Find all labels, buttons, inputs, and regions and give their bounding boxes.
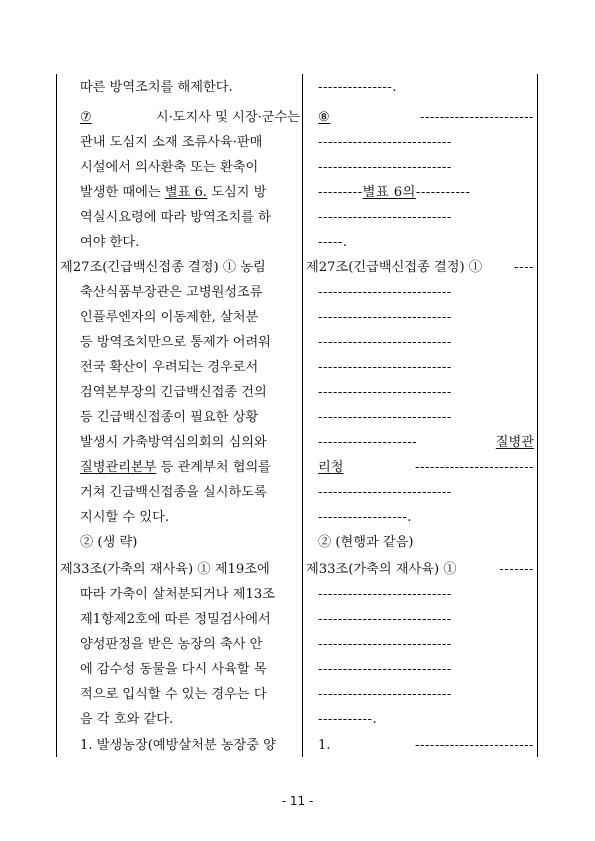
dash-line: ---------------------------	[318, 410, 452, 425]
text-line: 제33조(가축의 재사육) ① 제19조에	[60, 562, 270, 577]
dash-line: -----------------------	[420, 110, 534, 125]
left-line	[60, 235, 300, 251]
right-line	[318, 410, 534, 426]
right-article-27-heading	[306, 260, 534, 276]
dash-line: ---------------------------	[318, 310, 452, 325]
text-segment: 발생한 때에는	[80, 185, 165, 200]
left-line	[60, 385, 300, 401]
right-line	[318, 80, 534, 96]
article-33-heading	[60, 562, 300, 578]
text-line: 1. 발생농장(예방살처분 농장중 양	[80, 738, 276, 753]
left-line	[60, 210, 300, 226]
dash-line: ---------------------------	[318, 637, 452, 652]
right-line	[318, 712, 534, 728]
text-line: 적으로 입식할 수 있는 경우는 다	[80, 687, 267, 702]
left-line	[60, 460, 300, 476]
left-line	[60, 285, 300, 301]
text-line: 지시할 수 있다.	[80, 510, 170, 525]
underlined-agency: 질병관리본부	[80, 460, 157, 475]
text-line: 검역본부장의 긴급백신접종 건의	[80, 385, 267, 400]
right-line	[318, 612, 534, 628]
right-line	[318, 185, 534, 201]
dash-line: ---------------------------	[318, 385, 452, 400]
text-line: 시·도지사 및 시장·군수는	[155, 110, 300, 125]
left-line	[60, 587, 300, 603]
text-line: 여야 한다.	[80, 235, 140, 250]
left-line	[60, 310, 300, 326]
text-line: ② (생 략)	[80, 535, 138, 550]
text-line: 음 각 호와 같다.	[80, 712, 174, 727]
left-line	[60, 485, 300, 501]
dash-line: ---------------------------	[318, 687, 452, 702]
item-number: 1.	[318, 738, 331, 753]
dash-line: ---------------------------	[318, 210, 452, 225]
right-line	[318, 485, 534, 501]
paragraph-number: ⑧	[318, 110, 331, 125]
right-border-line	[537, 74, 538, 757]
left-line	[60, 662, 300, 678]
text-line: 따른 방역조치를 해제한다.	[80, 80, 233, 95]
text-segment: 도심지 방	[207, 185, 267, 200]
text-line: 에 감수성 동물을 다시 사육할 목	[80, 662, 267, 677]
right-line	[318, 637, 534, 653]
dash-line: -------	[499, 562, 534, 577]
left-line	[60, 712, 300, 728]
dash-line: ------------------.	[318, 510, 412, 525]
dash-line: ------------------------	[415, 460, 534, 475]
text-segment: 제33조(가축의 재사육) ①	[306, 562, 457, 577]
dash-line: ---------	[318, 185, 363, 200]
right-line	[318, 310, 534, 326]
dash-line: ---------------.	[318, 80, 398, 95]
text-line: 발생시 가축방역심의회의 심의와	[80, 435, 267, 450]
article-27-heading	[60, 260, 300, 276]
right-line	[318, 110, 534, 126]
left-line	[60, 637, 300, 653]
left-line	[60, 360, 300, 376]
text-line: 제1항제2호에 따른 정밀검사에서	[80, 612, 271, 627]
left-line	[60, 110, 300, 126]
right-line	[318, 360, 534, 376]
dash-line: --------------------	[318, 435, 418, 450]
left-line	[60, 687, 300, 703]
left-line	[60, 410, 300, 426]
right-line	[318, 210, 534, 226]
text-line: 전국 확산이 우려되는 경우로서	[80, 360, 259, 375]
dash-line: ---------------------------	[318, 160, 452, 175]
dash-line: ---------------------------	[318, 135, 452, 150]
left-line	[60, 160, 300, 176]
right-article-33-heading	[306, 562, 534, 578]
dash-line: ---------------------------	[318, 587, 452, 602]
dash-line: ---------------------------	[318, 662, 452, 677]
text-line: ② (현행과 같음)	[318, 535, 414, 550]
underlined-agency: 리청	[318, 460, 344, 475]
right-line	[318, 738, 534, 754]
right-line	[318, 285, 534, 301]
dash-line: ---------------------------	[318, 335, 452, 350]
dash-line: -----.	[318, 235, 348, 250]
left-line	[60, 185, 300, 201]
right-line	[318, 587, 534, 603]
dash-line: ---------------------------	[318, 285, 452, 300]
right-line	[318, 662, 534, 678]
dash-line: ---------------------------	[318, 360, 452, 375]
right-line	[318, 385, 534, 401]
text-segment: 제27조(긴급백신접종 결정) ①	[306, 260, 483, 275]
underlined-agency: 질병관	[495, 435, 534, 450]
text-segment: 등 관계부처 협의를	[156, 460, 271, 475]
left-line	[60, 335, 300, 351]
text-line: 제27조(긴급백신접종 결정) ① 농림	[60, 260, 266, 275]
text-line: 등 긴급백신접종이 필요한 상황	[80, 410, 259, 425]
appendix-reference: 별표 6의	[362, 185, 416, 200]
dash-line: ---------------------------	[318, 485, 452, 500]
text-line: 거쳐 긴급백신접종을 실시하도록	[80, 485, 267, 500]
dash-line: ----	[514, 260, 534, 275]
right-line	[318, 135, 534, 151]
dash-line: -----------	[415, 185, 471, 200]
right-line	[318, 535, 534, 551]
left-border-line	[56, 74, 57, 757]
dash-line: ---------------------------	[318, 612, 452, 627]
page-number: - 11 -	[281, 794, 314, 808]
paragraph-number: ⑦	[80, 110, 92, 125]
text-line: 시설에서 의사환축 또는 환축이	[80, 160, 259, 175]
right-line	[318, 510, 534, 526]
text-line: 양성판정을 받은 농장의 축사 안	[80, 637, 263, 652]
text-line: 축산식품부장관은 고병원성조류	[80, 285, 263, 300]
left-line	[60, 80, 300, 96]
left-line	[60, 435, 300, 451]
right-line	[318, 335, 534, 351]
right-line	[318, 460, 534, 476]
dash-line: ------------------------	[415, 738, 534, 753]
right-line	[318, 435, 534, 451]
right-line	[318, 235, 534, 251]
left-line	[60, 738, 300, 754]
text-line: 등 방역조치만으로 통제가 어려워	[80, 335, 271, 350]
left-line	[60, 135, 300, 151]
left-line	[60, 612, 300, 628]
appendix-reference: 별표 6.	[164, 185, 208, 200]
text-line: 역실시요령에 따라 방역조치를 하	[80, 210, 271, 225]
right-line	[318, 687, 534, 703]
left-line	[60, 510, 300, 526]
column-divider-line	[302, 74, 303, 757]
text-line: 따라 가축이 살처분되거나 제13조	[80, 587, 275, 602]
dash-line: -----------.	[318, 712, 378, 727]
left-line	[60, 535, 300, 551]
text-line: 관내 도심지 소재 조류사육·판매	[80, 135, 263, 150]
right-line	[318, 160, 534, 176]
text-line: 인플루엔자의 이동제한, 살처분	[80, 310, 259, 325]
